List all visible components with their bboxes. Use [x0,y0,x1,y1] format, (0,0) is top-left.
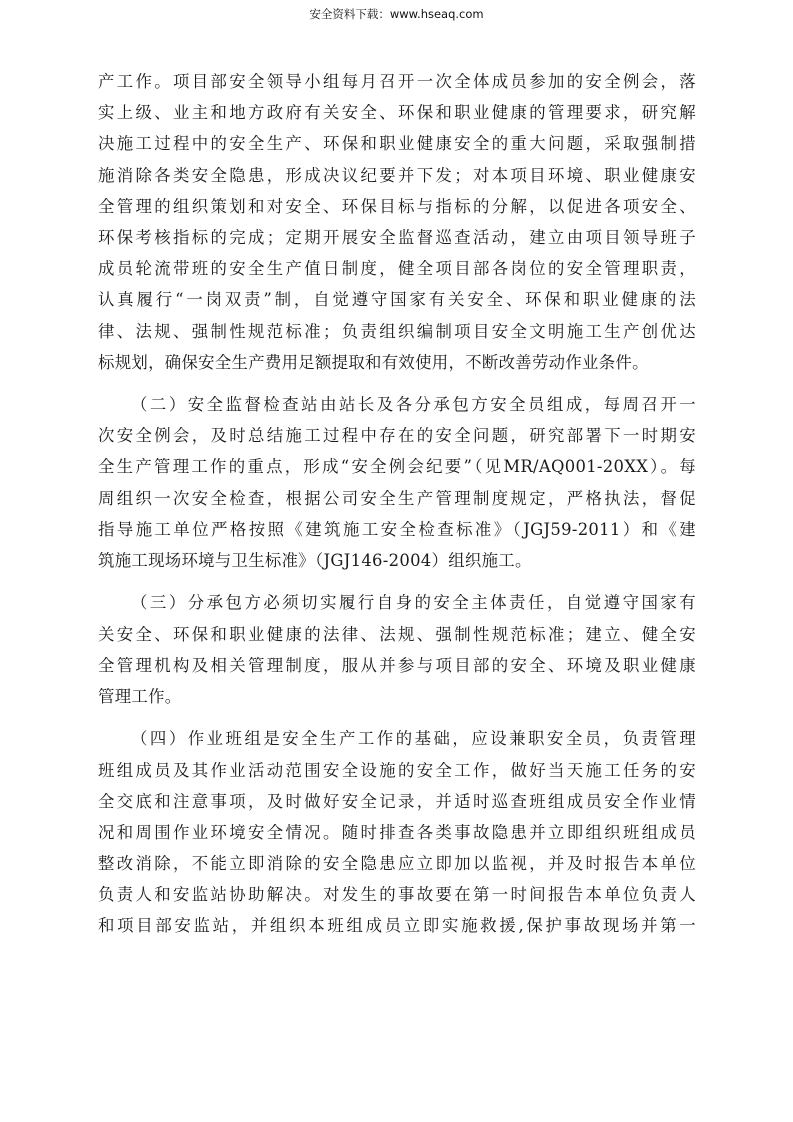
text-line: （三）分承包方必须切实履行自身的安全主体责任，自觉遵守国家有 [131,593,696,613]
text-line: 次安全例会，及时总结施工过程中存在的安全问题，研究部署下一时期安 [98,426,696,446]
paragraph-4 [98,723,696,941]
paragraph-1 [98,66,696,378]
text-line: 全生产管理工作的重点，形成“安全例会纪要”（见MR/AQ001-20XX）。每 [98,457,696,477]
text-line: 认真履行“一岗双责”制，自觉遵守国家有关安全、环保和职业健康的法 [98,290,696,310]
text-line: （四）作业班组是安全生产工作的基础，应设兼职安全员，负责管理 [131,729,696,749]
text-line: 产工作。项目部安全领导小组每月召开一次全体成员参加的安全例会，落 [98,72,696,91]
paragraph-3 [98,587,696,712]
text-line: 周组织一次安全检查，根据公司安全生产管理制度规定，严格执法，督促 [98,488,696,508]
text-line: 筑施工现场环境与卫生标准》（JGJ146-2004）组织施工。 [98,551,532,570]
text-line: 决施工过程中的安全生产、环保和职业健康安全的重大问题，采取强制措 [98,134,696,154]
text-line: 实上级、业主和地方政府有关安全、环保和职业健康的管理要求，研究解 [98,103,696,123]
text-line: 况和周围作业环境安全情况。随时排查各类事故隐患并立即组织班组成员 [98,822,696,842]
text-line: 标规划，确保安全生产费用足额提取和有效使用，不断改善劳动作业条件。 [98,352,649,372]
text-line: 指导施工单位严格按照《建筑施工安全检查标准》（JGJ59-2011）和《建 [98,519,696,539]
text-line: 环保考核指标的完成；定期开展安全监督巡查活动，建立由项目领导班子 [98,227,696,247]
text-line: 全管理的组织策划和对安全、环保目标与指标的分解，以促进各项安全、 [98,196,696,216]
text-line: 管理工作。 [98,686,182,706]
text-line: 成员轮流带班的安全生产值日制度，健全项目部各岗位的安全管理职责， [98,259,696,279]
text-line: （二）安全监督检查站由站长及各分承包方安全员组成，每周召开一 [131,395,696,415]
paragraph-2 [98,389,696,576]
text-line: 全管理机构及相关管理制度，服从并参与项目部的安全、环境及职业健康 [98,655,696,675]
text-line: 和项目部安监站，并组织本班组成员立即实施救援,保护事故现场并第一 [98,916,696,936]
text-line: 律、法规、强制性规范标准；负责组织编制项目安全文明施工生产创优达 [98,321,696,341]
text-line: 负责人和安监站协助解决。对发生的事故要在第一时间报告本单位负责人 [98,885,696,905]
document-body [98,66,696,942]
header-text: 安全资料下载：www.hseaq.com [309,7,484,21]
text-line: 班组成员及其作业活动范围安全设施的安全工作，做好当天施工任务的安 [98,760,696,780]
text-line: 全交底和注意事项，及时做好安全记录，并适时巡查班组成员安全作业情 [98,791,696,811]
text-line: 施消除各类安全隐患，形成决议纪要并下发；对本项目环境、职业健康安 [98,165,696,185]
text-line: 整改消除，不能立即消除的安全隐患应立即加以监视，并及时报告本单位 [98,854,696,874]
page-header [0,6,793,22]
text-line: 关安全、环保和职业健康的法律、法规、强制性规范标准；建立、健全安 [98,624,696,644]
